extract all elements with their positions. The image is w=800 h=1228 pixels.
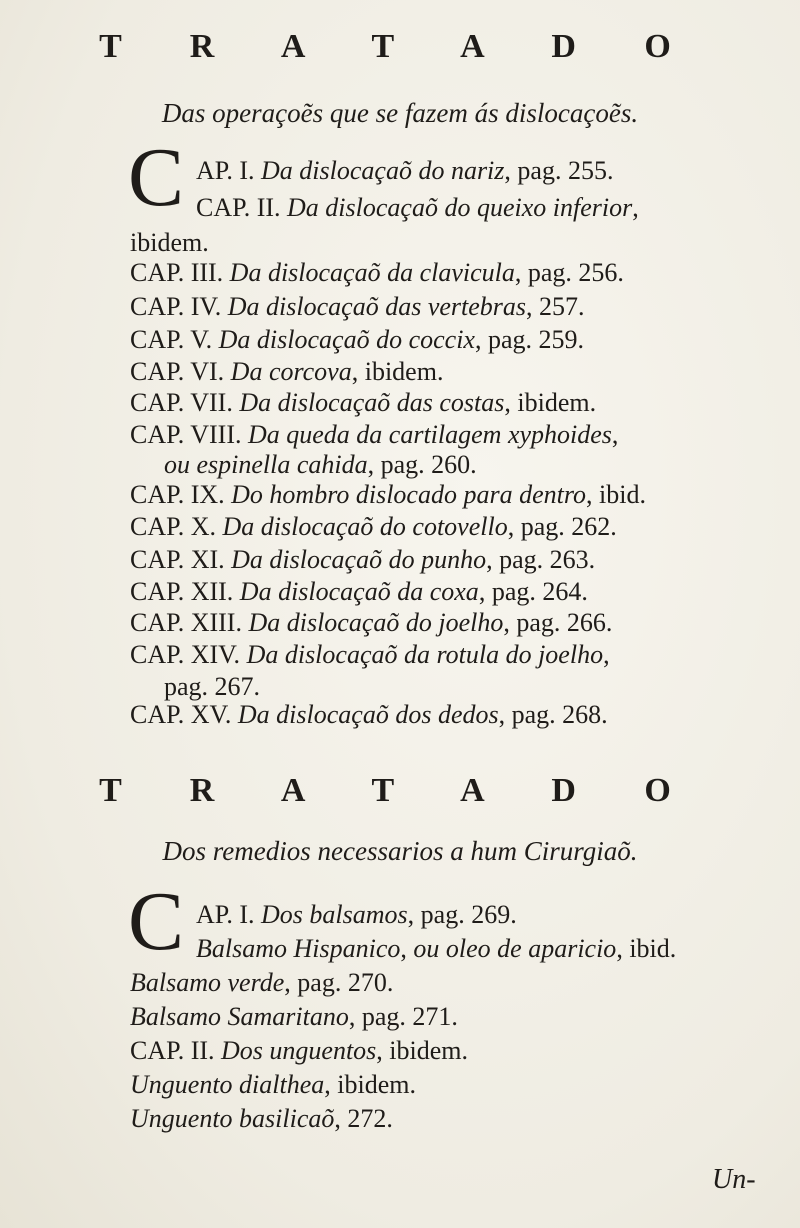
section1-dropcap: C	[128, 131, 185, 224]
toc-line: CAP. VIII. Da queda da cartilagem xyphoides,	[130, 420, 619, 449]
toc-line: CAP. VI. Da corcova, ibidem.	[130, 357, 444, 386]
toc-line: Balsamo verde, pag. 270.	[130, 968, 394, 997]
section1-subtitle: Das operaçoẽs que se fazem ás dislocaçoẽs.	[161, 98, 639, 128]
toc-line: ibidem.	[130, 228, 209, 257]
toc-line: AP. I. Dos balsamos, pag. 269.	[196, 900, 517, 929]
section1-heading: T R A T A D O	[99, 28, 701, 65]
toc-line: CAP. IX. Do hombro dislocado para dentro, ibid.	[130, 480, 646, 509]
section2-subtitle: Dos remedios necessarios a hum Cirurgiaõ.	[162, 836, 638, 866]
toc-line: pag. 267.	[164, 672, 261, 701]
toc-line: Balsamo Samaritano, pag. 271.	[130, 1002, 458, 1031]
toc-line: Balsamo Hispanico, ou oleo de aparicio, ibid.	[196, 934, 677, 963]
toc-line: CAP. X. Da dislocaçaõ do cotovello, pag. 262.	[130, 512, 617, 541]
toc-line: CAP. II. Dos unguentos, ibidem.	[130, 1036, 469, 1065]
toc-line: Unguento dialthea, ibidem.	[130, 1070, 416, 1099]
toc-line: CAP. V. Da dislocaçaõ do coccix, pag. 259.	[130, 325, 585, 354]
catchword: Un-	[712, 1164, 756, 1195]
toc-line: CAP. XII. Da dislocaçaõ da coxa, pag. 264.	[130, 577, 588, 606]
toc-line: CAP. VII. Da dislocaçaõ das costas, ibidem.	[130, 388, 597, 417]
toc-line: CAP. XIII. Da dislocaçaõ do joelho, pag. 266.	[130, 608, 613, 637]
section2-heading: T R A T A D O	[99, 772, 701, 809]
toc-line: ou espinella cahida, pag. 260.	[164, 450, 477, 479]
toc-line: CAP. XIV. Da dislocaçaõ da rotula do joelho,	[130, 640, 610, 669]
toc-line: CAP. III. Da dislocaçaõ da clavicula, pag. 256.	[130, 258, 624, 287]
toc-line: CAP. XI. Da dislocaçaõ do punho, pag. 263.	[130, 545, 596, 574]
toc-line: CAP. IV. Da dislocaçaõ das vertebras, 257.	[130, 292, 585, 321]
toc-line: Unguento basilicaõ, 272.	[130, 1104, 393, 1133]
toc-line: CAP. II. Da dislocaçaõ do queixo inferior,	[196, 193, 639, 222]
toc-line: AP. I. Da dislocaçaõ do nariz, pag. 255.	[196, 156, 614, 185]
section2-dropcap: C	[128, 875, 185, 968]
toc-line: CAP. XV. Da dislocaçaõ dos dedos, pag. 268.	[130, 700, 608, 729]
